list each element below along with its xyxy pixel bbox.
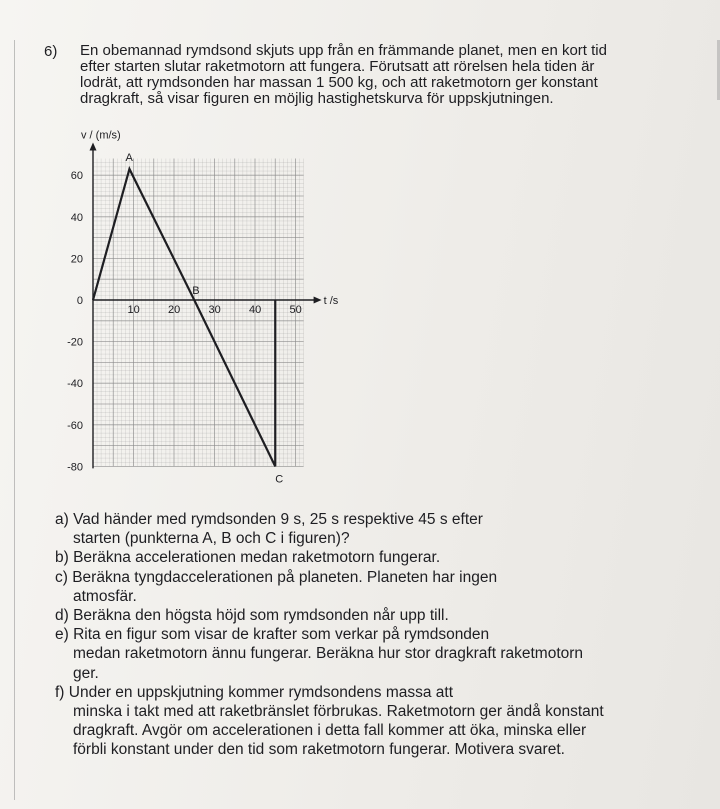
x-axis-arrow [314, 297, 322, 304]
x-tick-label: 10 [127, 304, 140, 316]
y-axis-arrow [90, 143, 97, 151]
velocity-curve [93, 169, 275, 466]
intro-line: efter starten slutar raketmotorn att fungera. Förutsatt att rörelsen hela tiden är [80, 58, 595, 75]
question-line [55, 568, 695, 587]
y-tick-label: 40 [70, 211, 83, 224]
y-tick-label: -40 [67, 378, 83, 391]
question-line: minska i takt med att raketbränslet förbrukas. Raketmotorn ger ändå konstant [73, 703, 604, 721]
question-label: a) [55, 511, 74, 528]
point-label-b: B [192, 285, 200, 297]
question-line: dragkraft. Avgör om accelerationen i detta fall kommer att öka, minska eller [73, 722, 587, 740]
x-tick-label: 50 [289, 304, 302, 316]
question-text: Under en uppskjutning kommer rymdsondens massa att [68, 683, 454, 701]
point-label-c: C [275, 473, 284, 486]
question-text: Vad händer med rymdsonden 9 s, 25 s respektive 45 s efter [73, 511, 483, 528]
y-tick-label: -80 [67, 461, 83, 474]
question-b [55, 548, 695, 567]
question-a [55, 510, 695, 548]
margin-line [14, 40, 15, 800]
question-d [55, 606, 695, 625]
question-line [55, 510, 695, 529]
question-line: starten (punkterna A, B och C i figuren)? [73, 530, 350, 548]
question-line: förbli konstant under den tid som raketmotorn fungerar. Motivera svaret. [73, 741, 565, 759]
y-axis-label: v / (m/s) [81, 130, 121, 142]
question-label: e) [55, 626, 74, 644]
question-line: atmosfär. [73, 587, 137, 605]
question-text: Beräkna den högsta höjd som rymdsonden når upp till. [73, 607, 449, 625]
y-tick-label: 0 [76, 295, 83, 307]
x-tick-label: 20 [168, 304, 181, 316]
question-text: Rita en figur som visar de krafter som verkar på rymdsonden [73, 626, 490, 644]
intro-line: lodrät, att rymdsonden har massan 1 500 kg, och att raketmotorn ger konstant [80, 74, 598, 91]
question-line [55, 683, 695, 702]
question-e [55, 625, 695, 683]
velocity-time-graph [40, 130, 340, 490]
y-tick-label: 20 [70, 253, 83, 266]
y-tick-label: 60 [70, 170, 83, 183]
problem-number: 6) [44, 43, 58, 60]
question-line [55, 625, 695, 644]
y-tick-label: -20 [67, 336, 83, 349]
question-label: f) [55, 683, 69, 701]
question-f [55, 683, 695, 760]
question-text: Beräkna tyngdaccelerationen på planeten. Planeten har ingen [72, 568, 498, 586]
question-c [55, 568, 695, 606]
question-line: medan raketmotorn ännu fungerar. Beräkna hur stor dragkraft raketmotorn [73, 645, 584, 663]
question-line [55, 606, 695, 625]
intro-line: dragkraft, så visar figuren en möjlig hastighetskurva för uppskjutningen. [80, 90, 554, 107]
y-tick-label: -60 [67, 419, 83, 432]
point-label-a: A [125, 151, 133, 164]
question-label: d) [55, 607, 74, 625]
problem-intro [80, 43, 640, 107]
question-line [55, 548, 695, 567]
question-line: ger. [73, 664, 99, 682]
intro-line: En obemannad rymdsond skjuts upp från en främmande planet, men en kort tid [80, 42, 607, 59]
question-label: b) [55, 549, 74, 567]
question-text: Beräkna accelerationen medan raketmotorn fungerar. [73, 549, 441, 567]
x-axis-label: t /s [323, 295, 339, 307]
question-list [55, 510, 695, 760]
question-label: c) [55, 568, 73, 586]
x-tick-label: 30 [208, 304, 221, 316]
x-tick-label: 40 [249, 304, 262, 316]
